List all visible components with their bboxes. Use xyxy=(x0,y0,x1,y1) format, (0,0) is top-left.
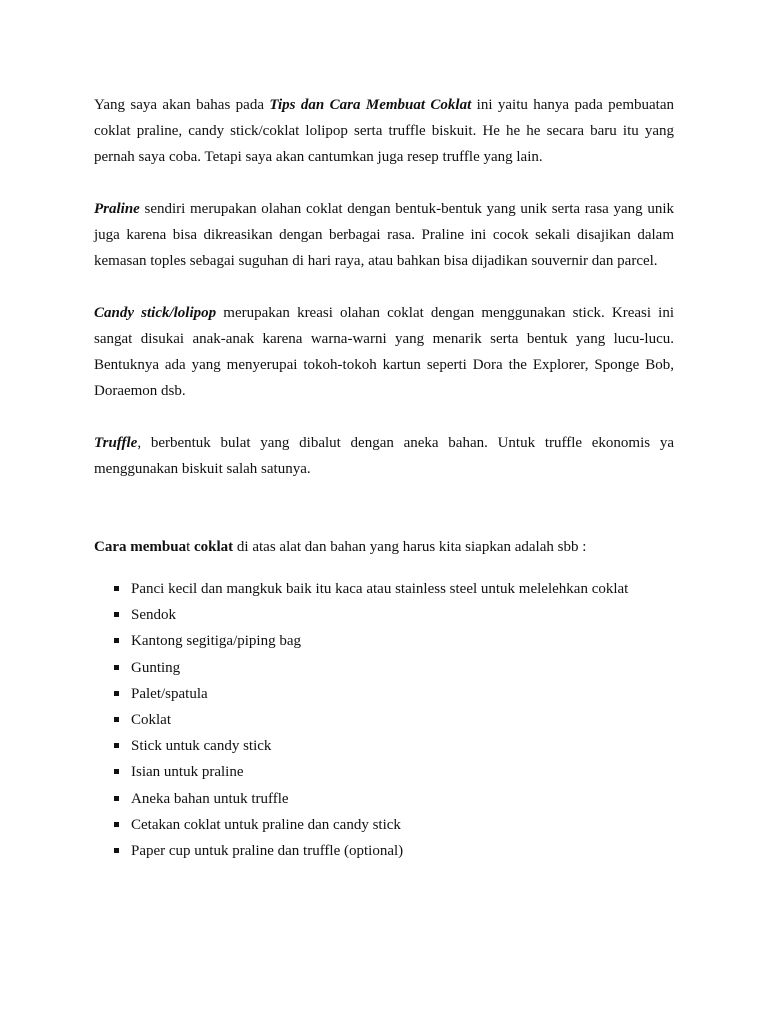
candy-stick-term: Candy stick/lolipop xyxy=(94,305,217,321)
document-page xyxy=(94,92,674,864)
square-bullet-icon xyxy=(114,665,119,670)
square-bullet-icon xyxy=(114,848,119,853)
list-item xyxy=(94,733,674,759)
tools-heading xyxy=(94,534,674,560)
list-item xyxy=(94,628,674,654)
praline-text: sendiri merupakan olahan coklat dengan bentuk-bentuk yang unik serta rasa yang unik juga karena bisa dikreasikan dengan berbagai rasa. Praline ini cocok sekali disajikan dalam kemasan toples sebagai suguhan di hari raya, atau bahkan bisa dijadikan souvernir dan parcel. xyxy=(94,201,674,269)
square-bullet-icon xyxy=(114,769,119,774)
list-item-text: Coklat xyxy=(131,712,171,729)
list-item xyxy=(94,576,674,602)
praline-paragraph xyxy=(94,196,674,274)
candy-stick-text: merupakan kreasi olahan coklat dengan menggunakan stick. Kreasi ini sangat disukai anak-anak karena warna-warni yang menarik serta bentuk yang lucu-lucu. Bentuknya ada yang menyerupai tokoh-tokoh kartun seperti Dora the Explorer, Sponge Bob, Doraemon dsb. xyxy=(94,305,674,399)
tools-list xyxy=(94,576,674,864)
paragraph-spacer xyxy=(94,274,674,300)
candy-stick-paragraph xyxy=(94,300,674,404)
truffle-term: Truffle xyxy=(94,435,138,451)
paragraph-spacer xyxy=(94,404,674,430)
square-bullet-icon xyxy=(114,796,119,801)
list-item xyxy=(94,602,674,628)
square-bullet-icon xyxy=(114,822,119,827)
tools-heading-plain-part-1: t xyxy=(186,539,194,555)
list-item-text: Palet/spatula xyxy=(131,685,208,702)
list-item xyxy=(94,812,674,838)
list-item xyxy=(94,655,674,681)
list-item-text: Gunting xyxy=(131,659,181,676)
tools-heading-plain-part-2: di atas alat dan bahan yang harus kita siapkan adalah sbb : xyxy=(233,539,587,555)
list-item xyxy=(94,838,674,864)
truffle-text: , berbentuk bulat yang dibalut dengan aneka bahan. Untuk truffle ekonomis ya menggunakan biskuit salah satunya. xyxy=(94,435,674,477)
tools-heading-bold-part-1: Cara membua xyxy=(94,539,187,555)
paragraph-spacer xyxy=(94,170,674,196)
square-bullet-icon xyxy=(114,612,119,617)
praline-term: Praline xyxy=(94,201,140,217)
list-item xyxy=(94,759,674,785)
list-item xyxy=(94,786,674,812)
list-item-text: Isian untuk praline xyxy=(131,764,244,781)
list-item-text: Panci kecil dan mangkuk baik itu kaca atau stainless steel untuk melelehkan coklat xyxy=(131,581,629,597)
list-item-text: Stick untuk candy stick xyxy=(131,738,272,755)
square-bullet-icon xyxy=(114,743,119,748)
list-item-text: Sendok xyxy=(131,607,176,624)
square-bullet-icon xyxy=(114,586,119,591)
truffle-paragraph xyxy=(94,430,674,482)
list-item-text: Cetakan coklat untuk praline dan candy stick xyxy=(131,816,401,833)
list-item-text: Kantong segitiga/piping bag xyxy=(131,633,301,650)
list-item xyxy=(94,707,674,733)
list-item-text: Paper cup untuk praline dan truffle (optional) xyxy=(131,843,404,860)
section-spacer xyxy=(94,482,674,534)
square-bullet-icon xyxy=(114,691,119,696)
tools-heading-bold-part-2: coklat xyxy=(194,539,234,555)
square-bullet-icon xyxy=(114,717,119,722)
list-item-text: Aneka bahan untuk truffle xyxy=(131,790,289,807)
intro-text-end: ini yaitu hanya pada pembuatan coklat praline, candy stick/coklat lolipop serta truffle biskuit. He he he secara baru itu yang pernah saya coba. Tetapi saya akan cantumkan juga resep truffle yang lain. xyxy=(94,97,674,165)
square-bullet-icon xyxy=(114,638,119,643)
intro-text-start: Yang saya akan bahas pada xyxy=(94,97,270,113)
intro-title-emphasis: Tips dan Cara Membuat Coklat xyxy=(269,97,472,113)
list-item xyxy=(94,681,674,707)
intro-paragraph xyxy=(94,92,674,170)
